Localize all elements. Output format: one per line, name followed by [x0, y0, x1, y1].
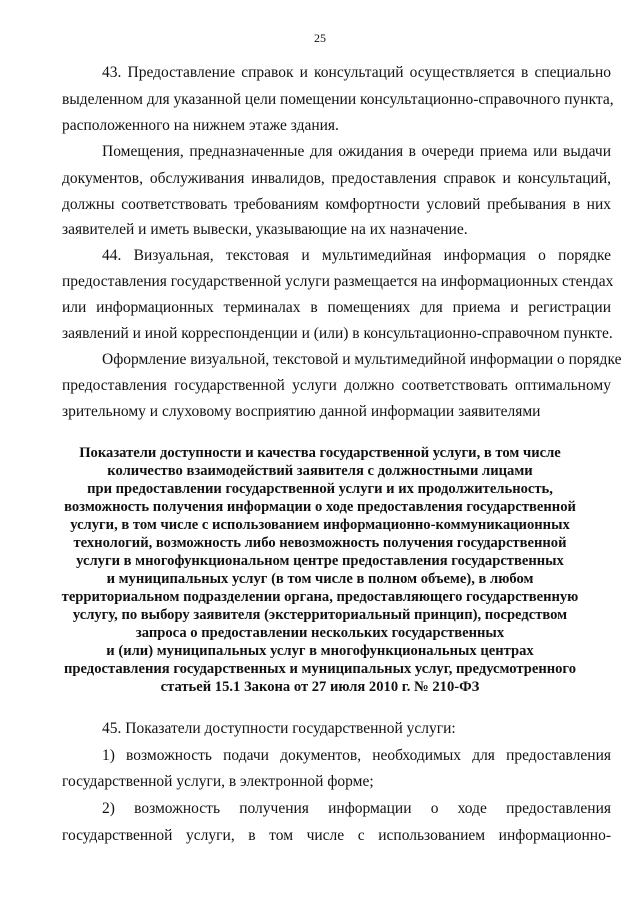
paragraph-design-line: Оформление визуальной, текстовой и мультимедийной информации о порядке	[102, 351, 622, 368]
section-heading-line: технологий, возможность либо невозможность получения государственной	[73, 535, 567, 551]
section-heading-line: при предоставлении государственной услуги и их продолжительность,	[87, 481, 553, 497]
section-heading-line: Показатели доступности и качества государственной услуги, в том числе	[79, 445, 561, 461]
section-heading-line: предоставления государственных и муниципальных услуг, предусмотренного	[64, 661, 576, 677]
section-heading-line: статьей 15.1 Закона от 27 июля 2010 г. № 210-ФЗ	[160, 679, 480, 695]
paragraph-rooms-line: должны соответствовать требованиям комфортности условий пребывания в них	[62, 196, 611, 213]
paragraph-43-line: 43. Предоставление справок и консультаций осуществляется в специально	[102, 64, 611, 81]
item-1-line: 1) возможность подачи документов, необходимых для предоставления	[102, 747, 611, 764]
section-heading-line: и (или) муниципальных услуг в многофункциональных центрах	[106, 643, 534, 659]
section-heading-line: территориальном подразделении органа, предоставляющего государственную	[61, 589, 579, 605]
section-heading-line: услуги в многофункциональном центре предоставления государственных	[76, 553, 564, 569]
item-1-line: государственной услуги, в электронной форме;	[62, 773, 374, 790]
paragraph-design-line: предоставления государственной услуги должно соответствовать оптимальному	[62, 377, 611, 394]
paragraph-44-line: 44. Визуальная, текстовая и мультимедийная информация о порядке	[102, 247, 611, 264]
section-heading-line: и муниципальных услуг (в том числе в полном объеме), в любом	[106, 571, 534, 587]
section-heading-line: услугу, по выбору заявителя (экстерриториальный принцип), посредством	[72, 607, 568, 623]
paragraph-43-line: выделенном для указанной цели помещении консультационно-справочного пункта,	[62, 91, 614, 108]
paragraph-43-line: расположенного на нижнем этаже здания.	[62, 117, 339, 134]
item-2-line: 2) возможность получения информации о ходе предоставления	[102, 800, 611, 817]
section-heading-line: запроса о предоставлении нескольких государственных	[135, 625, 505, 641]
section-heading-line: услуги, в том числе с использованием информационно-коммуникационных	[70, 517, 570, 533]
paragraph-44-line: заявлений и иной корреспонденции и (или) в консультационно-справочном пункте.	[62, 325, 613, 342]
paragraph-44-line: предоставления государственной услуги размещается на информационных стендах	[62, 273, 614, 290]
paragraph-45-line: 45. Показатели доступности государственной услуги:	[102, 720, 456, 737]
section-heading-line: количество взаимодействий заявителя с должностными лицами	[107, 463, 533, 479]
paragraph-44-line: или информационных терминалах в помещениях для приема и регистрации	[62, 299, 611, 316]
item-2-line: государственной услуги, в том числе с использованием информационно-	[62, 827, 611, 844]
paragraph-design-line: зрительному и слуховому восприятию данной информации заявителями	[62, 403, 541, 420]
paragraph-rooms-line: документов, обслуживания инвалидов, предоставления справок и консультаций,	[62, 170, 611, 187]
page-number: 25	[314, 31, 326, 45]
paragraph-rooms-line: заявителей и иметь вывески, указывающие на их назначение.	[62, 221, 468, 238]
section-heading-line: возможность получения информации о ходе предоставления государственной	[64, 499, 576, 515]
paragraph-rooms-line: Помещения, предназначенные для ожидания в очереди приема или выдачи	[102, 143, 611, 160]
